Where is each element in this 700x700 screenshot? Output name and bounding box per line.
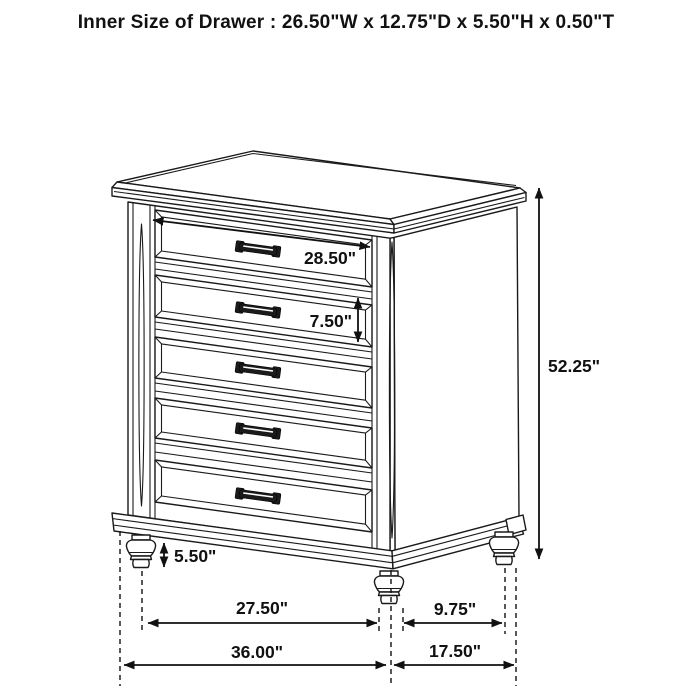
front-left-leg bbox=[126, 535, 155, 568]
overall-height-label: 52.25" bbox=[548, 356, 601, 376]
side-panel bbox=[394, 207, 519, 551]
back-right-leg bbox=[489, 532, 518, 565]
drawer-front-height-label: 7.50" bbox=[309, 311, 352, 331]
foot-height-label: 5.50" bbox=[174, 546, 217, 566]
diagram-title: Inner Size of Drawer : 26.50"W x 12.75"D x 5.50"H x 0.50"T bbox=[77, 12, 615, 33]
drawer-width-label: 28.50" bbox=[303, 248, 357, 268]
front-right-leg bbox=[374, 571, 403, 604]
overall-depth-label: 17.50" bbox=[428, 641, 482, 661]
front-feet-span-label: 27.50" bbox=[235, 598, 289, 618]
side-feet-span-label: 9.75" bbox=[433, 599, 477, 619]
overall-width-label: 36.00" bbox=[230, 642, 284, 662]
